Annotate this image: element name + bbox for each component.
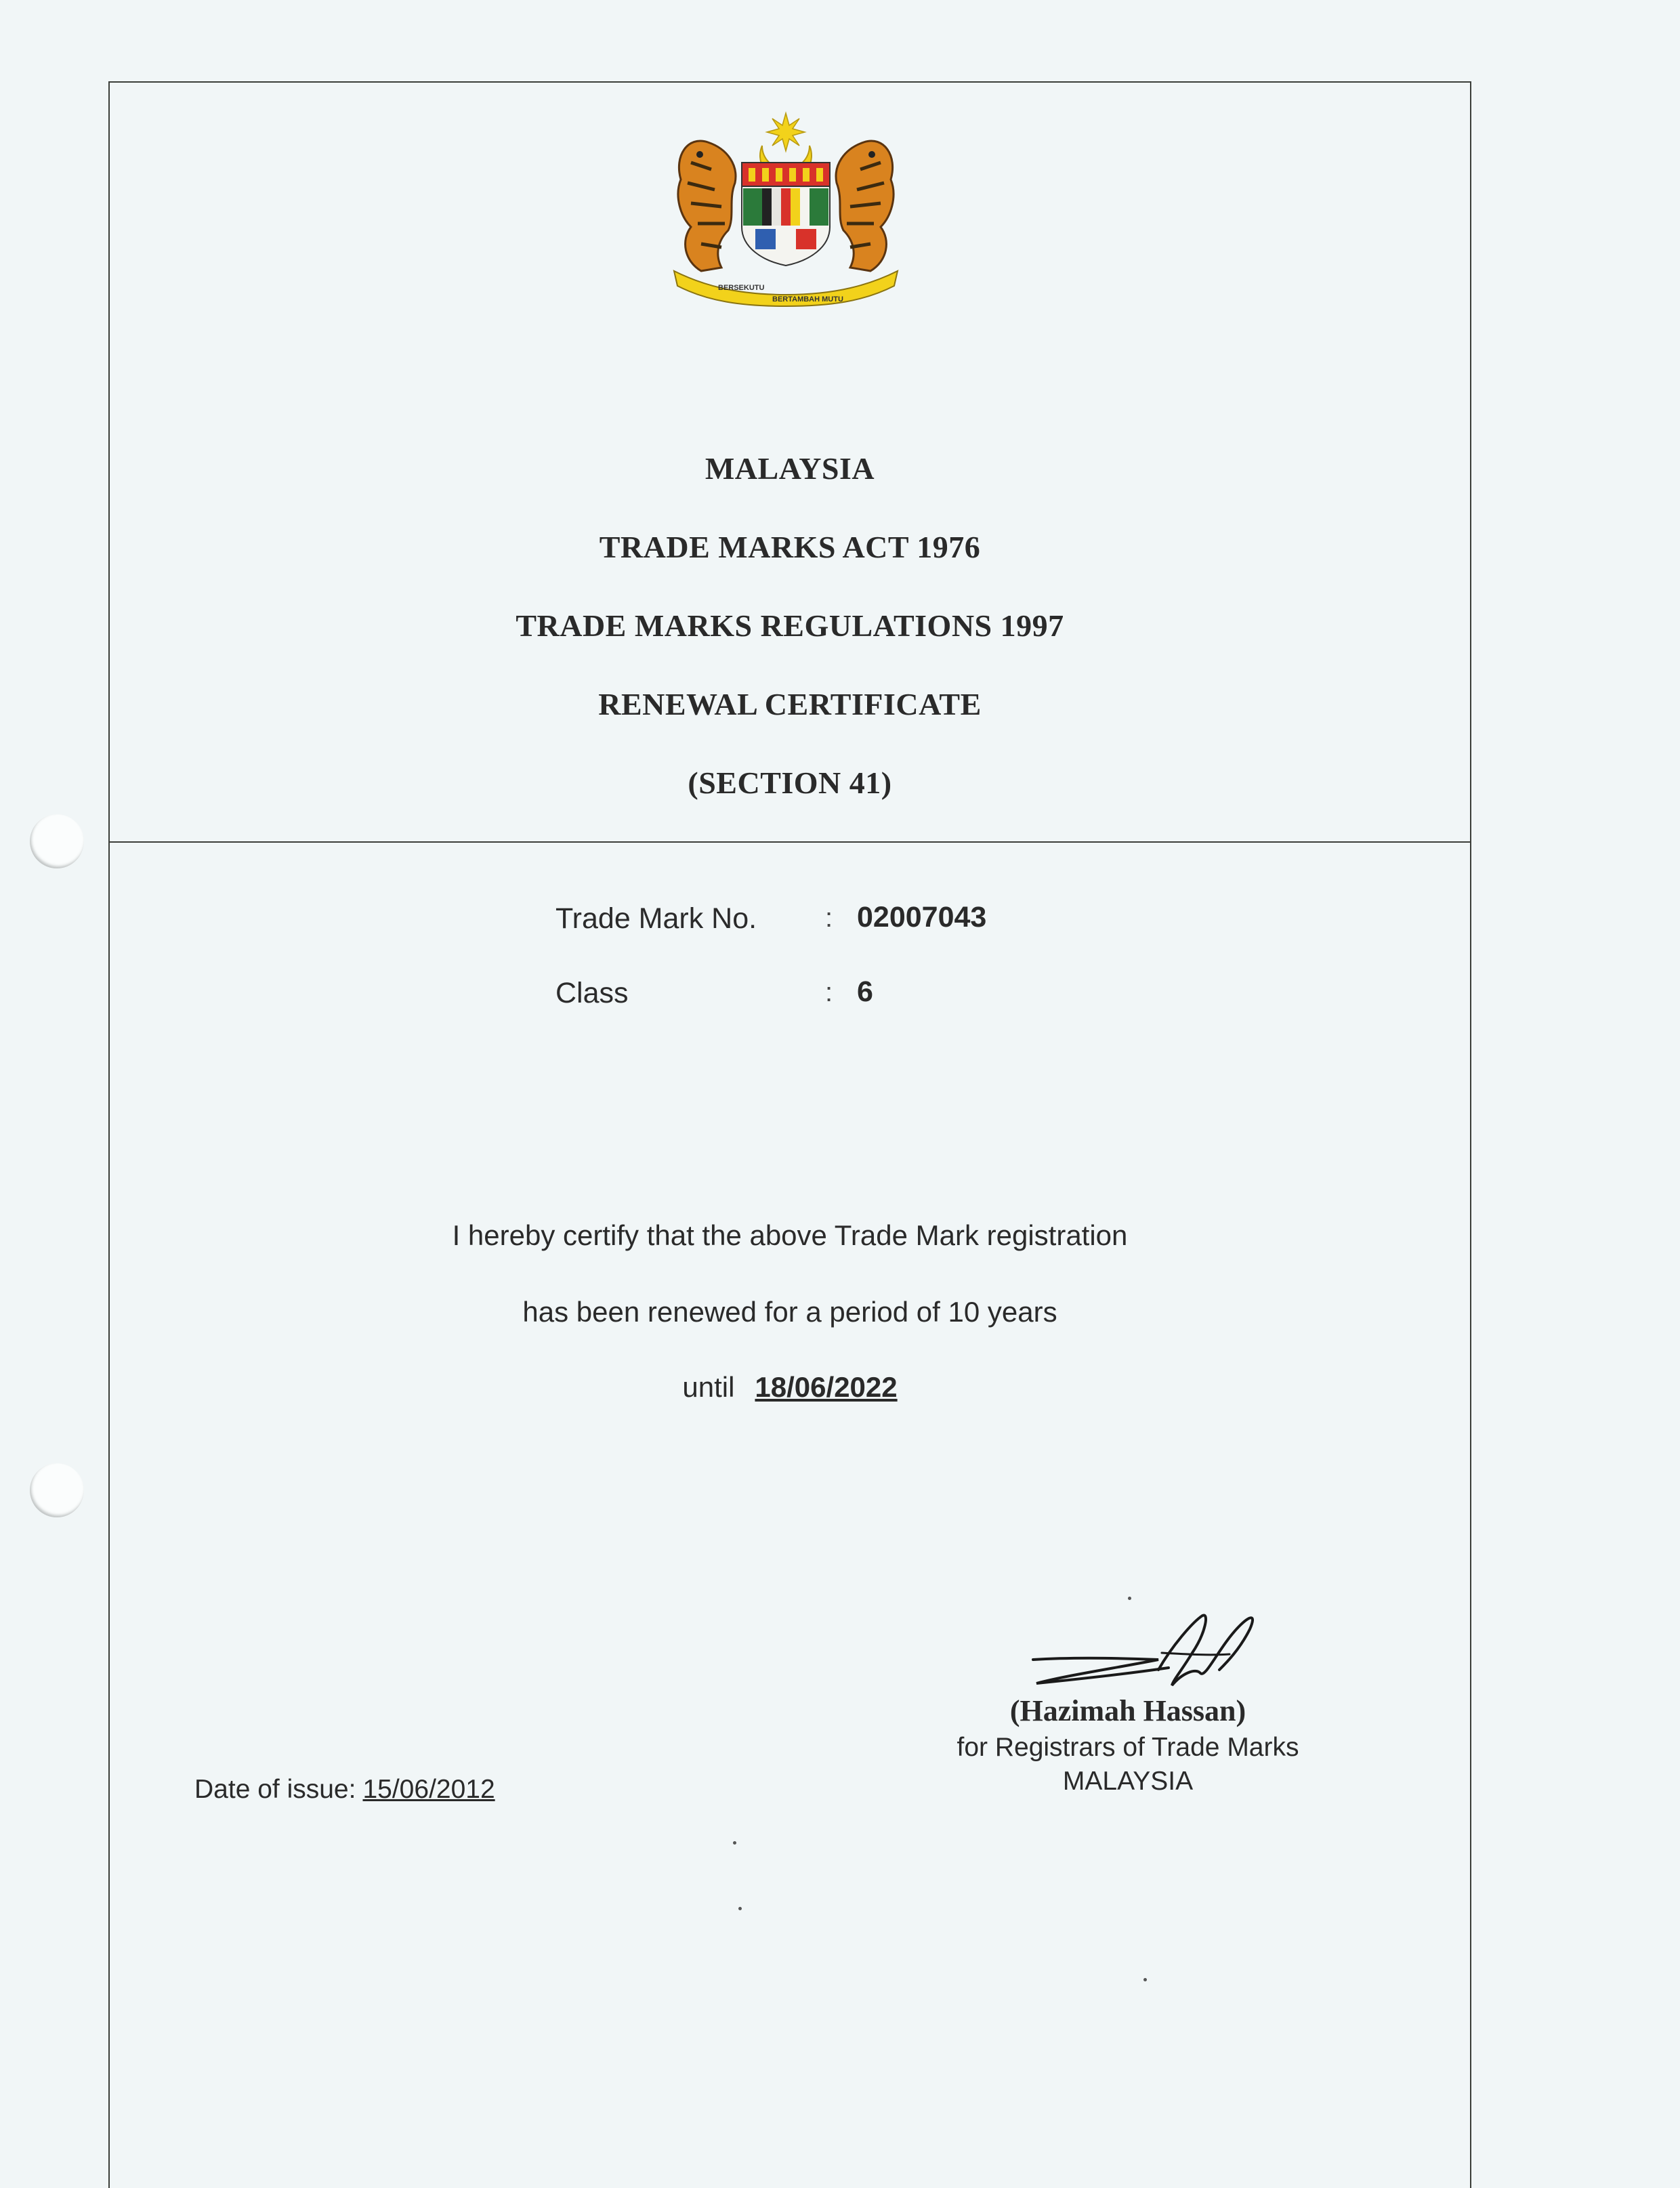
crest-shield [742,163,830,266]
certificate-frame [108,81,1471,2188]
heading-regulations: TRADE MARKS REGULATIONS 1997 [516,608,1064,643]
until-label: until [682,1371,735,1403]
motto-right-text: BERTAMBAH MUTU [772,295,843,303]
heading-act: TRADE MARKS ACT 1976 [599,530,981,564]
class-colon: : [825,977,833,1007]
heading-section: (SECTION 41) [688,765,892,800]
punch-hole-bottom [30,1463,84,1517]
scan-speck [1128,1597,1131,1600]
trade-mark-no-value: 02007043 [857,901,987,933]
crest-tiger-right [836,141,894,271]
class-value: 6 [857,975,873,1008]
scan-speck [1143,1978,1147,1981]
handwritten-signature [1023,1605,1280,1700]
certification-line-1: I hereby certify that the above Trade Mark registration [452,1219,1128,1251]
until-date: 18/06/2022 [755,1371,898,1403]
signatory-name: (Hazimah Hassan) [1009,1694,1246,1727]
punch-hole-top [30,814,84,868]
coat-of-arms-emblem [660,108,911,318]
date-of-issue-label: Date of issue: [194,1775,356,1804]
header-divider [108,841,1471,843]
trade-mark-no-colon: : [825,903,833,933]
signatory-role: for Registrars of Trade Marks [957,1733,1299,1762]
date-of-issue-value: 15/06/2012 [362,1775,495,1804]
signatory-country: MALAYSIA [1062,1767,1194,1796]
crest-motto-scroll [674,271,898,306]
date-of-issue [194,1775,495,1805]
class-label: Class [555,977,629,1009]
motto-left-text: BERSEKUTU [718,284,765,292]
certification-line-2: has been renewed for a period of 10 years [522,1296,1057,1328]
heading-title: RENEWAL CERTIFICATE [598,687,982,721]
heading-country: MALAYSIA [705,451,875,486]
scan-speck [738,1907,742,1910]
until-row [108,1371,1471,1404]
scan-speck [733,1841,736,1845]
trade-mark-no-label: Trade Mark No. [555,902,757,935]
crest-tiger-left [678,141,736,271]
